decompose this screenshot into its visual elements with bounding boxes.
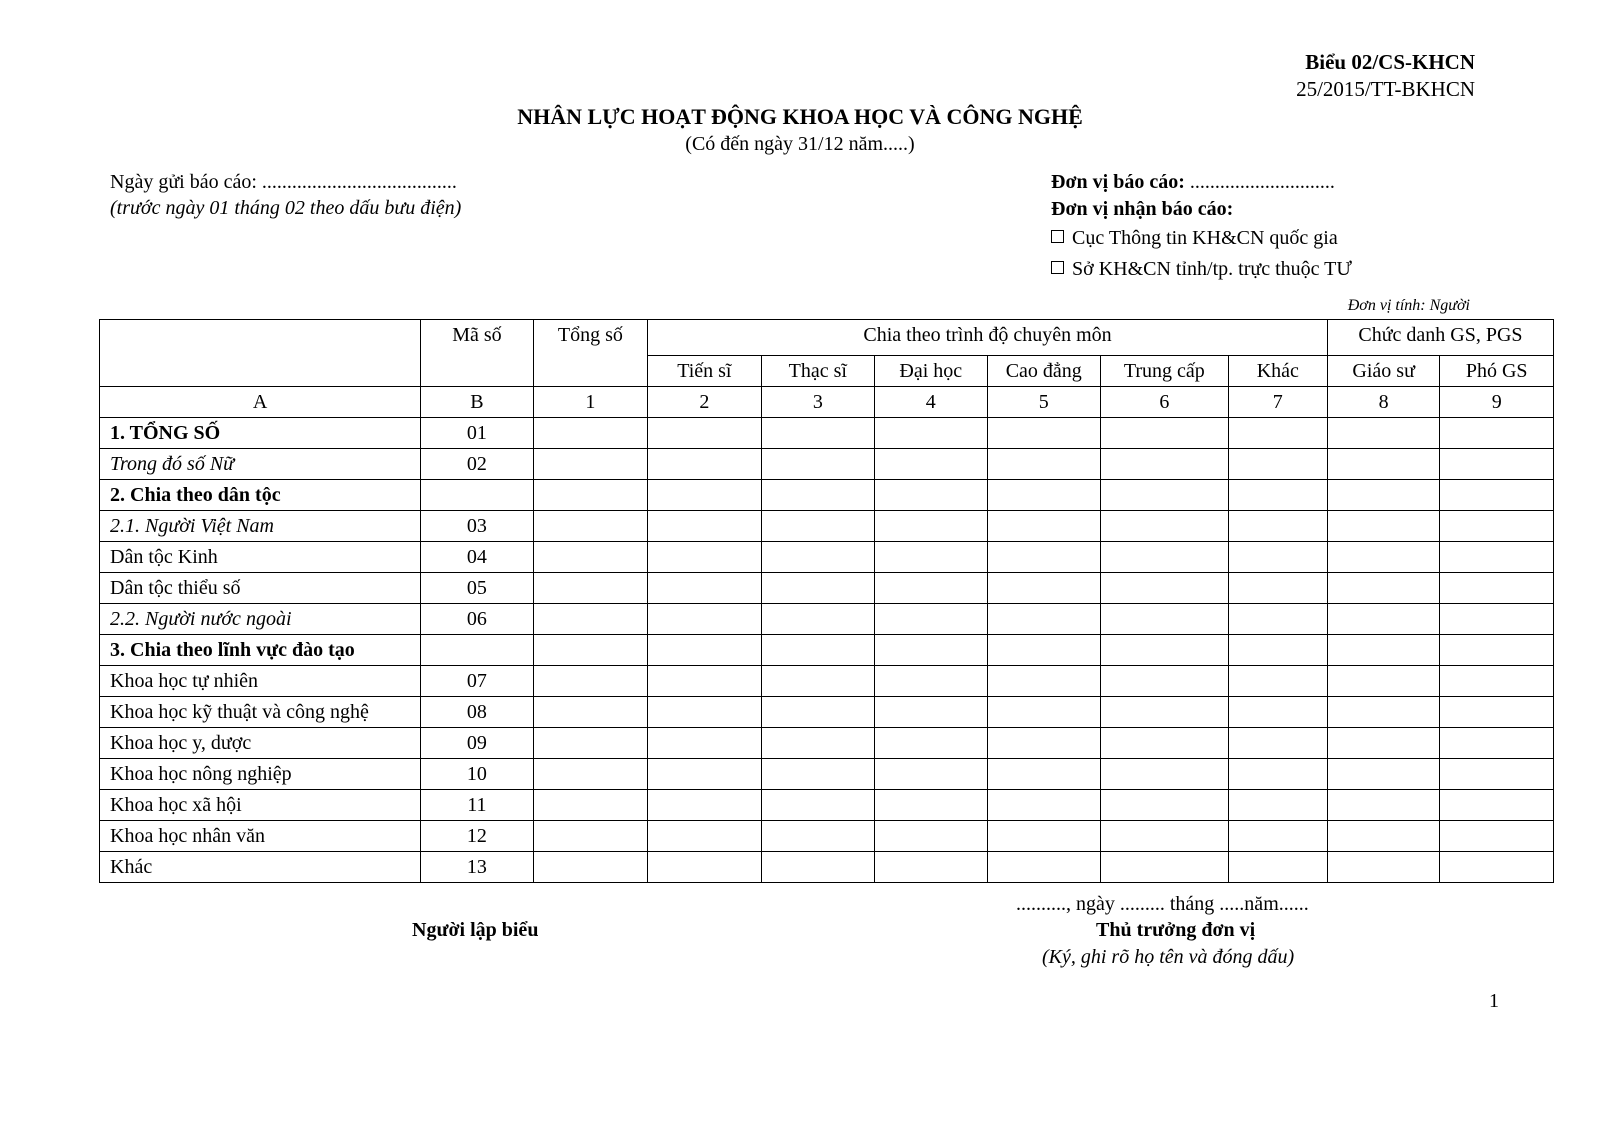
header-total: Tổng số [533,320,647,387]
data-entry-cell[interactable] [533,852,647,883]
data-entry-cell[interactable] [1228,697,1327,728]
form-code: Biểu 02/CS-KHCN [1305,50,1475,74]
data-entry-cell[interactable] [533,511,647,542]
data-entry-cell[interactable] [761,418,874,449]
table-row [100,573,1554,604]
data-entry-cell[interactable] [1327,511,1439,542]
data-entry-cell[interactable] [533,635,647,666]
data-entry-cell[interactable] [987,573,1100,604]
table-header-row-1 [100,320,1554,356]
reporting-unit-label: Đơn vị báo cáo: [1051,171,1185,193]
table-row [100,697,1554,728]
table-row [100,418,1554,449]
header-level-doctor: Tiến sĩ [648,356,761,387]
row-label: 1. TỔNG SỐ [100,418,421,449]
row-code: 02 [421,449,533,480]
table-row [100,821,1554,852]
data-entry-cell[interactable] [648,480,761,511]
data-entry-cell[interactable] [1440,666,1554,697]
data-entry-cell[interactable] [761,635,874,666]
data-entry-cell[interactable] [533,790,647,821]
data-entry-cell[interactable] [987,449,1100,480]
data-entry-cell[interactable] [987,790,1100,821]
data-entry-cell[interactable] [1228,511,1327,542]
data-entry-cell[interactable] [987,759,1100,790]
header-level-intermediate: Trung cấp [1100,356,1228,387]
data-entry-cell[interactable] [875,821,987,852]
data-entry-cell[interactable] [875,573,987,604]
table-index-row [100,387,1554,418]
row-code: 04 [421,542,533,573]
data-entry-cell[interactable] [1327,666,1439,697]
data-entry-cell[interactable] [1327,759,1439,790]
data-entry-cell[interactable] [1228,449,1327,480]
data-entry-cell[interactable] [1100,852,1228,883]
data-entry-cell[interactable] [1100,759,1228,790]
row-label: Khoa học nông nghiệp [100,759,421,790]
data-entry-cell[interactable] [533,573,647,604]
data-entry-cell[interactable] [761,480,874,511]
row-code [421,480,533,511]
index-cell: 9 [1440,387,1554,418]
data-entry-cell[interactable] [875,790,987,821]
data-entry-cell[interactable] [648,542,761,573]
header-level-group: Chia theo trình độ chuyên môn [648,320,1328,356]
data-entry-cell[interactable] [987,821,1100,852]
data-entry-cell[interactable] [987,511,1100,542]
data-entry-cell[interactable] [1440,449,1554,480]
data-entry-cell[interactable] [1100,635,1228,666]
page-subtitle: (Có đến ngày 31/12 năm.....) [685,133,915,155]
data-entry-cell[interactable] [1440,418,1554,449]
page-number: 1 [1489,990,1499,1012]
data-entry-cell[interactable] [1100,666,1228,697]
unit-head-label: Thủ trưởng đơn vị [1096,919,1256,941]
row-label: Trong đó số Nữ [100,449,421,480]
data-entry-cell[interactable] [648,821,761,852]
index-cell: 5 [987,387,1100,418]
row-label: Khoa học nhân văn [100,821,421,852]
data-entry-cell[interactable] [1327,790,1439,821]
data-entry-cell[interactable] [648,790,761,821]
index-cell: 8 [1327,387,1439,418]
data-entry-cell[interactable] [1327,573,1439,604]
data-entry-cell[interactable] [761,604,874,635]
data-entry-cell[interactable] [533,759,647,790]
data-entry-cell[interactable] [648,418,761,449]
data-entry-cell[interactable] [1100,790,1228,821]
data-entry-cell[interactable] [761,573,874,604]
data-entry-cell[interactable] [1100,573,1228,604]
row-label: Khoa học xã hội [100,790,421,821]
data-entry-cell[interactable] [1100,511,1228,542]
data-entry-cell[interactable] [1100,604,1228,635]
row-label: Khoa học tự nhiên [100,666,421,697]
data-entry-cell[interactable] [1327,728,1439,759]
index-cell: 7 [1228,387,1327,418]
header-level-university: Đại học [875,356,987,387]
data-entry-cell[interactable] [1228,542,1327,573]
data-entry-cell[interactable] [987,852,1100,883]
index-cell: 1 [533,387,647,418]
data-entry-cell[interactable] [1228,821,1327,852]
data-entry-cell[interactable] [875,604,987,635]
data-entry-cell[interactable] [1100,480,1228,511]
data-entry-cell[interactable] [533,449,647,480]
data-entry-cell[interactable] [761,790,874,821]
row-code: 01 [421,418,533,449]
row-code: 12 [421,821,533,852]
table-row [100,542,1554,573]
data-entry-cell[interactable] [761,852,874,883]
data-entry-cell[interactable] [648,604,761,635]
data-entry-cell[interactable] [987,480,1100,511]
row-label: Khác [100,852,421,883]
data-entry-cell[interactable] [1440,542,1554,573]
data-entry-cell[interactable] [1327,635,1439,666]
row-code: 08 [421,697,533,728]
data-entry-cell[interactable] [987,666,1100,697]
data-entry-cell[interactable] [648,759,761,790]
data-entry-cell[interactable] [648,635,761,666]
row-code: 07 [421,666,533,697]
data-entry-cell[interactable] [533,418,647,449]
data-entry-cell[interactable] [987,635,1100,666]
data-entry-cell[interactable] [648,511,761,542]
data-entry-cell[interactable] [875,511,987,542]
data-entry-cell[interactable] [1327,697,1439,728]
date-sent-line: Ngày gửi báo cáo: ....................................... [110,171,457,193]
data-entry-cell[interactable] [875,728,987,759]
data-entry-cell[interactable] [1440,573,1554,604]
personnel-table [99,319,1554,883]
data-entry-cell[interactable] [1327,449,1439,480]
data-entry-cell[interactable] [533,697,647,728]
data-entry-cell[interactable] [533,821,647,852]
data-entry-cell[interactable] [987,728,1100,759]
checkbox-icon[interactable] [1051,261,1064,274]
data-entry-cell[interactable] [1440,852,1554,883]
receiver-option-1 [1051,227,1338,250]
header-level-master: Thạc sĩ [761,356,874,387]
signature-date-line: .........., ngày ......... tháng .....năm...... [1016,893,1309,915]
data-entry-cell[interactable] [875,852,987,883]
table-row [100,759,1554,790]
header-level-college: Cao đẳng [987,356,1100,387]
row-code: 10 [421,759,533,790]
data-entry-cell[interactable] [987,604,1100,635]
row-label: Dân tộc thiểu số [100,573,421,604]
data-entry-cell[interactable] [761,449,874,480]
data-entry-cell[interactable] [1228,666,1327,697]
table-row [100,449,1554,480]
data-entry-cell[interactable] [1228,480,1327,511]
data-entry-cell[interactable] [761,511,874,542]
data-entry-cell[interactable] [761,697,874,728]
data-entry-cell[interactable] [875,635,987,666]
data-entry-cell[interactable] [761,542,874,573]
data-entry-cell[interactable] [1228,790,1327,821]
data-entry-cell[interactable] [875,418,987,449]
data-entry-cell[interactable] [1327,604,1439,635]
data-entry-cell[interactable] [761,666,874,697]
checkbox-icon[interactable] [1051,230,1064,243]
receiver-option-2 [1051,258,1352,281]
data-entry-cell[interactable] [987,542,1100,573]
row-label: Khoa học kỹ thuật và công nghệ [100,697,421,728]
data-entry-cell[interactable] [1100,728,1228,759]
data-entry-cell[interactable] [875,697,987,728]
data-entry-cell[interactable] [648,666,761,697]
reporting-unit-dots: ............................. [1184,171,1335,193]
data-entry-cell[interactable] [1327,852,1439,883]
index-cell: 3 [761,387,874,418]
data-entry-cell[interactable] [1228,728,1327,759]
data-entry-cell[interactable] [533,666,647,697]
data-entry-cell[interactable] [1440,790,1554,821]
row-code: 03 [421,511,533,542]
data-entry-cell[interactable] [987,697,1100,728]
header-code: Mã số [421,320,533,387]
data-entry-cell[interactable] [1327,418,1439,449]
data-entry-cell[interactable] [648,728,761,759]
table-row [100,604,1554,635]
data-entry-cell[interactable] [648,573,761,604]
data-entry-cell[interactable] [533,604,647,635]
header-blank-cell [100,320,421,387]
table-row [100,852,1554,883]
header-title-professor: Giáo sư [1327,356,1439,387]
page-title: NHÂN LỰC HOẠT ĐỘNG KHOA HỌC VÀ CÔNG NGHỆ [517,104,1083,129]
row-label: Khoa học y, dược [100,728,421,759]
unit-of-measure: Đơn vị tính: Người [1347,297,1470,314]
data-entry-cell[interactable] [1100,449,1228,480]
receiving-unit-label: Đơn vị nhận báo cáo: [1051,198,1234,220]
data-entry-cell[interactable] [1327,542,1439,573]
table-row [100,511,1554,542]
receiver-option-label: Sở KH&CN tỉnh/tp. trực thuộc TƯ [1072,258,1352,280]
table-row [100,790,1554,821]
data-entry-cell[interactable] [648,697,761,728]
row-code: 05 [421,573,533,604]
data-entry-cell[interactable] [875,480,987,511]
data-entry-cell[interactable] [1327,821,1439,852]
row-code: 06 [421,604,533,635]
data-entry-cell[interactable] [1100,542,1228,573]
index-cell: 4 [875,387,987,418]
data-entry-cell[interactable] [533,542,647,573]
data-entry-cell[interactable] [875,666,987,697]
date-sent-note: (trước ngày 01 tháng 02 theo dấu bưu điện) [110,197,462,219]
receiver-option-label: Cục Thông tin KH&CN quốc gia [1072,227,1338,249]
data-entry-cell[interactable] [1228,852,1327,883]
table-row [100,728,1554,759]
data-entry-cell[interactable] [1440,604,1554,635]
row-label: 2.2. Người nước ngoài [100,604,421,635]
header-level-other: Khác [1228,356,1327,387]
reporting-unit-line [1051,171,1335,194]
data-entry-cell[interactable] [761,759,874,790]
data-entry-cell[interactable] [875,542,987,573]
data-entry-cell[interactable] [1440,697,1554,728]
data-entry-cell[interactable] [1440,759,1554,790]
data-entry-cell[interactable] [1228,604,1327,635]
row-code: 13 [421,852,533,883]
unit-head-note: (Ký, ghi rõ họ tên và đóng dấu) [1042,946,1295,968]
circular-reference: 25/2015/TT-BKHCN [1296,77,1475,101]
data-entry-cell[interactable] [761,821,874,852]
index-cell: 6 [1100,387,1228,418]
data-entry-cell[interactable] [875,449,987,480]
row-code [421,635,533,666]
index-cell: 2 [648,387,761,418]
index-cell: B [421,387,533,418]
header-title-group: Chức danh GS, PGS [1327,320,1553,356]
data-entry-cell[interactable] [1100,697,1228,728]
row-label: 2.1. Người Việt Nam [100,511,421,542]
index-cell: A [100,387,421,418]
data-entry-cell[interactable] [1440,511,1554,542]
data-entry-cell[interactable] [1440,635,1554,666]
table-row [100,666,1554,697]
data-entry-cell[interactable] [648,449,761,480]
row-code: 11 [421,790,533,821]
data-entry-cell[interactable] [1440,821,1554,852]
row-label: 3. Chia theo lĩnh vực đào tạo [100,635,421,666]
preparer-label: Người lập biểu [412,919,539,941]
data-entry-cell[interactable] [1327,480,1439,511]
table-row [100,635,1554,666]
header-title-assoc-professor: Phó GS [1440,356,1554,387]
data-entry-cell[interactable] [761,728,874,759]
data-entry-cell[interactable] [533,480,647,511]
data-entry-cell[interactable] [1440,480,1554,511]
data-entry-cell[interactable] [1100,418,1228,449]
row-label: 2. Chia theo dân tộc [100,480,421,511]
row-code: 09 [421,728,533,759]
data-entry-cell[interactable] [533,728,647,759]
table-row [100,480,1554,511]
data-entry-cell[interactable] [1440,728,1554,759]
data-entry-cell[interactable] [1228,759,1327,790]
data-entry-cell[interactable] [648,852,761,883]
data-entry-cell[interactable] [987,418,1100,449]
data-entry-cell[interactable] [875,759,987,790]
data-entry-cell[interactable] [1228,635,1327,666]
data-entry-cell[interactable] [1228,573,1327,604]
data-entry-cell[interactable] [1100,821,1228,852]
data-entry-cell[interactable] [1228,418,1327,449]
row-label: Dân tộc Kinh [100,542,421,573]
